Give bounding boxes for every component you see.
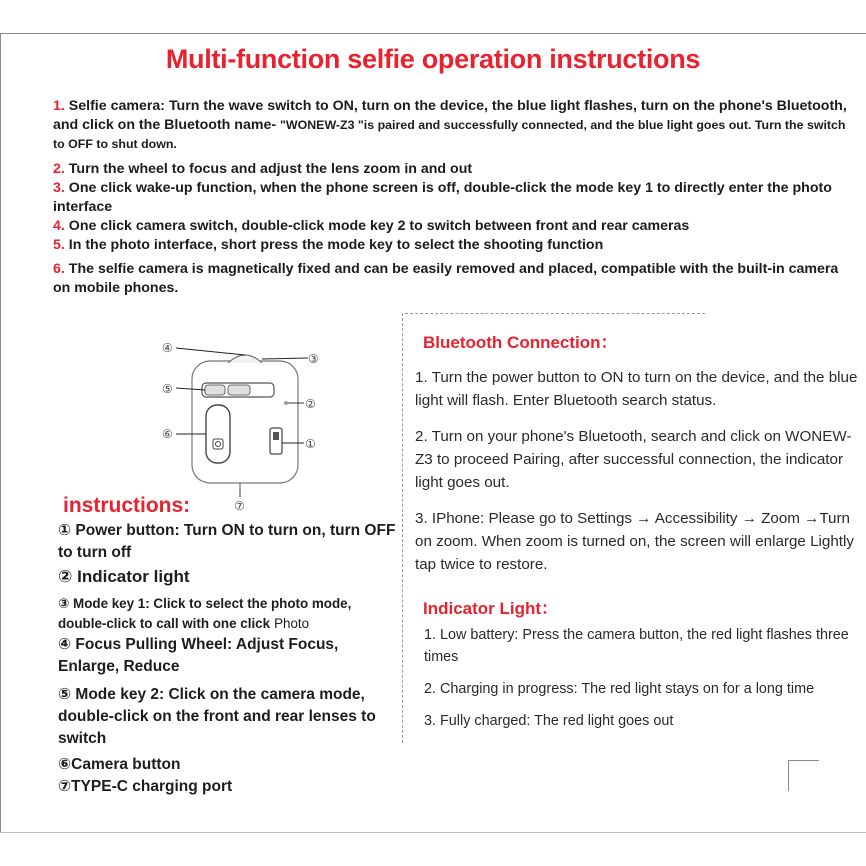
callout-4: ④ [162, 341, 173, 355]
indicator-light [284, 401, 288, 405]
instruction-1: ① Power button: Turn ON to turn on, turn OFF to turn off [58, 522, 396, 561]
selfie-camera-diagram [150, 333, 350, 513]
callout-1: ① [305, 437, 316, 451]
instruction-2: ② Indicator light [58, 567, 190, 586]
instruction-7: ⑦TYPE-C charging port [58, 778, 233, 795]
page-title: Multi-function selfie operation instructions [165, 44, 701, 74]
power-switch [270, 428, 282, 454]
bluetooth-list [415, 366, 860, 589]
camera-button [206, 405, 230, 463]
instruction-3: ③ Mode key 1: Click to select the photo mode, double-click to call with one click Photo [58, 596, 352, 631]
corner-mark [788, 760, 819, 791]
frame-bottom-border [0, 832, 866, 833]
frame-top-border [0, 33, 866, 34]
instruction-6: ⑥Camera button [58, 756, 181, 773]
step-4: 4. One click camera switch, double-click mode key 2 to switch between front and rear cameras [53, 218, 690, 234]
frame-left-border [0, 33, 1, 833]
indicator-list [424, 624, 864, 742]
bluetooth-item-2: 2. Turn on your phone's Bluetooth, search and click on WONEW-Z3 to proceed Pairing, after successful connection, the indicator light goes out. [415, 428, 852, 491]
indicator-item-1: 1. Low battery: Press the camera button, the red light flashes three times [424, 627, 849, 665]
callout-7: ⑦ [234, 499, 245, 513]
step-2: 2. Turn the wheel to focus and adjust the lens zoom in and out [53, 161, 473, 177]
step-1: 1. Selfie camera: Turn the wave switch to ON, turn on the device, the blue light flashes, turn on the phone's Bluetooth, and click on the Bluetooth name- "WONEW-Z3 "is paired and successfully connected, and the blue light goes out. Turn the switch to OFF to shut down. [53, 98, 847, 151]
vertical-divider [402, 313, 403, 743]
indicator-item-2: 2. Charging in progress: The red light stays on for a long time [424, 681, 815, 697]
step-3: 3. One click wake-up function, when the phone screen is off, double-click the mode key 1 to directly enter the photo interface [53, 180, 832, 215]
callout-2: ② [305, 397, 316, 411]
callout-5: ⑤ [162, 382, 173, 396]
bluetooth-item-3: 3. IPhone: Please go to Settings → Accessibility → Zoom →Turn on zoom. When zoom is turned on, the screen will enlarge Lightly tap twice to restore. [415, 510, 854, 573]
instructions-list [58, 520, 398, 798]
mode-key-1 [228, 385, 250, 395]
bluetooth-heading: Bluetooth Connection： [423, 333, 618, 352]
instruction-4: ④ Focus Pulling Wheel: Adjust Focus, Enlarge, Reduce [58, 636, 339, 675]
focus-wheel [228, 355, 262, 363]
callout-3: ③ [308, 352, 319, 366]
steps-list [53, 97, 853, 298]
indicator-item-3: 3. Fully charged: The red light goes out [424, 713, 674, 729]
step-6: 6. The selfie camera is magnetically fixed and can be easily removed and placed, compatible with the built-in camera on mobile phones. [53, 261, 839, 296]
mode-key-2 [205, 385, 225, 395]
indicator-heading: Indicator Light： [423, 599, 559, 618]
step-5: 5. In the photo interface, short press the mode key to select the shooting function [53, 237, 604, 253]
callout-6: ⑥ [162, 427, 173, 441]
instructions-title: instructions: [63, 494, 191, 517]
bluetooth-item-1: 1. Turn the power button to ON to turn on the device, and the blue light will flash. Enter Bluetooth search status. [415, 369, 858, 409]
horizontal-divider [405, 313, 705, 314]
instruction-5: ⑤ Mode key 2: Click on the camera mode, double-click on the front and rear lenses to switch [58, 686, 376, 747]
